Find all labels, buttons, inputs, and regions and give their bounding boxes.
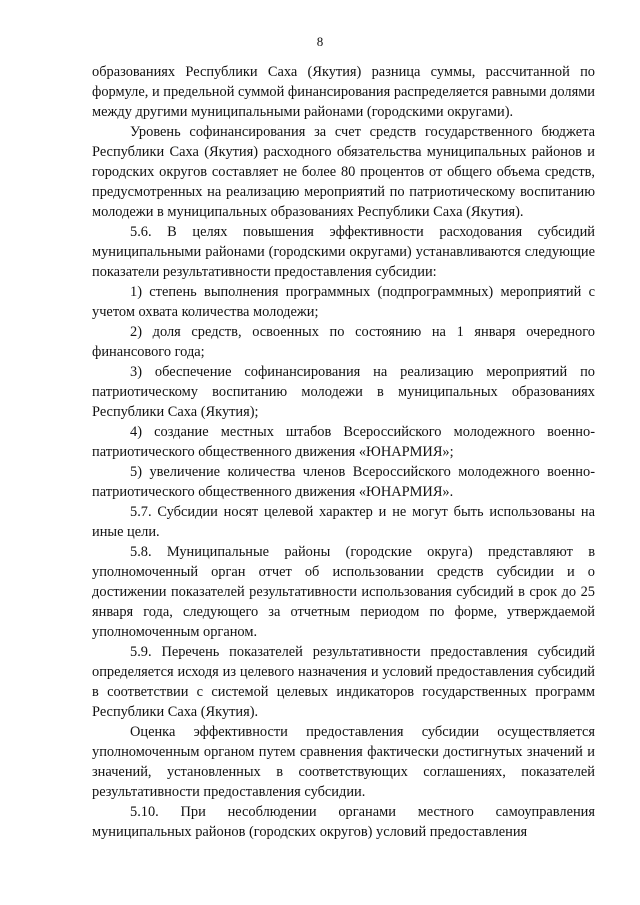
list-item-indicator-5: 5) увеличение количества членов Всероссийского молодежного военно-патриотического общественного движения «ЮНАРМИЯ». <box>92 464 595 500</box>
list-item-indicator-2: 2) доля средств, освоенных по состоянию на 1 января очередного финансового года; <box>92 324 595 360</box>
list-item-indicator-3: 3) обеспечение софинансирования на реализацию мероприятий по патриотическому воспитанию молодежи в муниципальных образованиях Республики Саха (Якутия); <box>92 364 595 420</box>
list-item-indicator-1: 1) степень выполнения программных (подпрограммных) мероприятий с учетом охвата количества молодежи; <box>92 284 595 320</box>
paragraph-efficiency-assessment: Оценка эффективности предоставления субсидии осуществляется уполномоченным органом путем сравнения фактически достигнутых значений и значений, установленных в соответствующих соглашениях, показателей результативности предоставления субсидии. <box>92 724 595 800</box>
page-number: 8 <box>316 34 324 49</box>
paragraph-section-5-7: 5.7. Субсидии носят целевой характер и не могут быть использованы на иные цели. <box>92 504 595 540</box>
document-body <box>92 62 595 842</box>
paragraph-section-5-9: 5.9. Перечень показателей результативности предоставления субсидий определяется исходя из целевого назначения и условий предоставления субсидий в соответствии с системой целевых индикаторов государственных программ Республики Саха (Якутия). <box>92 644 595 720</box>
paragraph-section-5-8: 5.8. Муниципальные районы (городские округа) представляют в уполномоченный орган отчет об использовании средств субсидии и о достижении показателей результативности использования субсидий в срок до 25 января года, следующего за отчетным периодом по форме, утверждаемой уполномоченным органом. <box>92 544 595 640</box>
list-item-indicator-4: 4) создание местных штабов Всероссийского молодежного военно-патриотического общественного движения «ЮНАРМИЯ»; <box>92 424 595 460</box>
paragraph-section-5-6: 5.6. В целях повышения эффективности расходования субсидий муниципальными районами (городскими округами) устанавливаются следующие показатели результативности предоставления субсидии: <box>92 224 595 280</box>
paragraph-cofinancing-level: Уровень софинансирования за счет средств государственного бюджета Республики Саха (Якутия) расходного обязательства муниципальных районов и городских округов составляет не более 80 процентов от общего объема средств, предусмотренных на реализацию мероприятий по патриотическому воспитанию молодежи в муниципальных образованиях Республики Саха (Якутия). <box>92 124 595 220</box>
paragraph-continuation: образованиях Республики Саха (Якутия) разница суммы, рассчитанной по формуле, и предельной суммой финансирования распределяется равными долями между другими муниципальными районами (городскими округами). <box>92 64 595 120</box>
paragraph-section-5-10: 5.10. При несоблюдении органами местного самоуправления муниципальных районов (городских округов) условий предоставления <box>92 804 595 840</box>
